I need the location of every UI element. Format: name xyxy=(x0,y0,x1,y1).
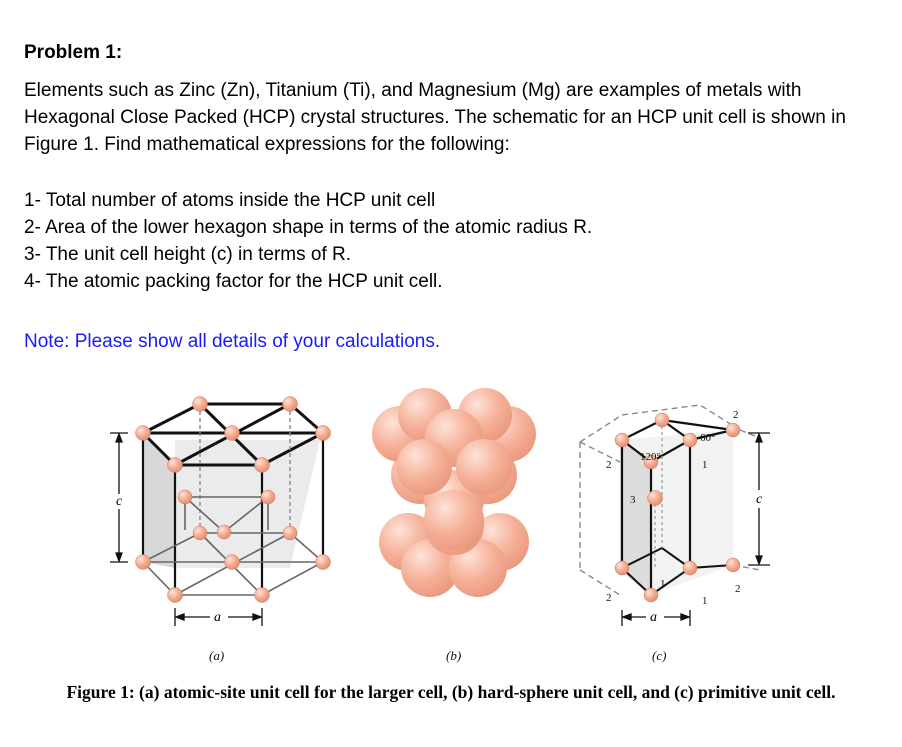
atom xyxy=(615,561,629,575)
site-label-2: 2 xyxy=(606,459,612,471)
note-text: Note: Please show all details of your calculations. xyxy=(24,331,441,352)
site-label-2: 2 xyxy=(606,592,612,604)
atom xyxy=(683,561,697,575)
atom xyxy=(655,413,669,427)
atom xyxy=(168,588,183,603)
atom xyxy=(255,588,270,603)
atom xyxy=(316,555,331,570)
sublabel-c: (c) xyxy=(652,648,667,663)
angle-120-label: 120° xyxy=(640,451,661,463)
angle-60-label: 60° xyxy=(700,432,716,444)
sublabel-a: (a) xyxy=(209,648,225,663)
c-label-c: c xyxy=(756,492,763,507)
unit-cell-b xyxy=(372,388,536,597)
atom xyxy=(283,526,297,540)
atom xyxy=(316,426,331,441)
atom xyxy=(193,397,208,412)
sphere xyxy=(396,439,452,495)
atom xyxy=(683,433,697,447)
question-3: 3- The unit cell height (c) in terms of R. xyxy=(24,244,351,265)
site-label-1: 1 xyxy=(702,459,708,471)
site-label-3: 3 xyxy=(630,494,636,506)
question-1: 1- Total number of atoms inside the HCP unit cell xyxy=(24,190,436,211)
intro-line-1: Elements such as Zinc (Zn), Titanium (Ti), and Magnesium (Mg) are examples of metals with xyxy=(24,80,802,101)
cell-a-back-panel xyxy=(175,440,320,568)
atom xyxy=(261,490,275,504)
atom xyxy=(644,588,658,602)
unit-cell-c xyxy=(580,405,770,626)
a-label-a: a xyxy=(214,610,221,625)
atom xyxy=(648,491,663,506)
atom xyxy=(168,458,183,473)
sphere xyxy=(456,439,512,495)
intro-line-2: Hexagonal Close Packed (HCP) crystal structures. The schematic for an HCP unit cell is shown in xyxy=(24,107,846,128)
atom xyxy=(136,426,151,441)
atom xyxy=(225,555,240,570)
question-2: 2- Area of the lower hexagon shape in terms of the atomic radius R. xyxy=(24,217,593,238)
question-4: 4- The atomic packing factor for the HCP unit cell. xyxy=(24,271,443,292)
site-label-2: 2 xyxy=(735,583,741,595)
site-label-1: 1 xyxy=(660,578,666,590)
site-label-1: 1 xyxy=(702,595,708,607)
atom xyxy=(178,490,192,504)
a-label-c: a xyxy=(650,610,657,625)
sublabel-b: (b) xyxy=(446,648,462,663)
atom xyxy=(193,526,207,540)
atom xyxy=(283,397,298,412)
sphere xyxy=(424,490,484,550)
site-label-2: 2 xyxy=(733,409,739,421)
atom xyxy=(255,458,270,473)
c-label-a: c xyxy=(116,494,123,509)
figure-caption: Figure 1: (a) atomic-site unit cell for the larger cell, (b) hard-sphere unit cell, and (c) primitive unit cell. xyxy=(66,682,836,702)
atom xyxy=(225,426,240,441)
atom xyxy=(726,423,740,437)
atom xyxy=(136,555,151,570)
intro-line-3: Figure 1. Find mathematical expressions for the following: xyxy=(24,134,510,155)
unit-cell-a xyxy=(110,397,331,627)
problem-heading: Problem 1: xyxy=(24,42,123,63)
atom xyxy=(726,558,740,572)
atom xyxy=(615,433,629,447)
atom xyxy=(217,525,231,539)
